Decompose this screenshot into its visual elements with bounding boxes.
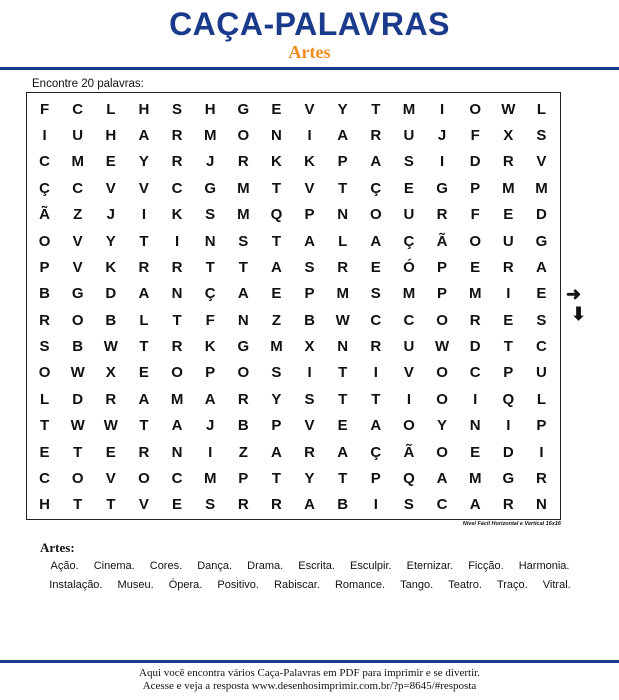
grid-cell: A: [138, 285, 150, 303]
grid-cell: R: [370, 338, 382, 356]
grid-cell: D: [536, 206, 547, 224]
grid-cell: I: [506, 417, 511, 435]
words-heading: Artes:: [40, 540, 75, 555]
grid-cell: E: [470, 258, 481, 276]
grid-cell: F: [39, 100, 50, 118]
grid-cell: R: [337, 258, 349, 276]
grid-cell: R: [237, 390, 249, 408]
grid-cell: V: [304, 417, 315, 435]
grid-cell: E: [337, 417, 348, 435]
grid-cell: T: [238, 258, 248, 276]
grid-cell: T: [338, 469, 348, 487]
grid-cell: Ç: [370, 443, 382, 461]
top-divider: [0, 67, 619, 70]
grid-cell: A: [138, 390, 150, 408]
grid-cell: O: [138, 469, 150, 487]
footer: [0, 667, 619, 693]
grid-cell: C: [536, 338, 547, 356]
grid-cell: O: [469, 100, 482, 118]
grid-cell: C: [436, 496, 448, 514]
grid-cell: O: [237, 364, 250, 382]
grid-cell: P: [304, 206, 315, 224]
bottom-divider: [0, 660, 619, 663]
grid-cell: O: [171, 364, 183, 382]
grid-cell: V: [304, 179, 315, 197]
grid-cell: Ç: [204, 285, 216, 303]
grid-cell: R: [171, 153, 183, 171]
grid-cell: S: [304, 390, 315, 408]
grid-cell: W: [70, 417, 85, 435]
grid-cell: B: [304, 311, 315, 329]
grid-cell: K: [304, 153, 315, 171]
grid-cell: I: [373, 364, 378, 382]
grid-cell: P: [437, 285, 448, 303]
grid-cell: K: [171, 206, 183, 224]
grid-cell: A: [337, 443, 349, 461]
grid-cell: C: [39, 469, 50, 487]
grid-cell: T: [39, 417, 50, 435]
grid-cell: B: [72, 338, 84, 356]
grid-cell: D: [469, 153, 481, 171]
grid-cell: X: [105, 364, 116, 382]
grid-cell: Y: [437, 417, 448, 435]
grid-cell: A: [304, 232, 315, 250]
grid-cell: R: [436, 206, 448, 224]
grid-cell: G: [436, 179, 448, 197]
instructions: Encontre 20 palavras:: [32, 78, 144, 90]
grid-cell: T: [73, 496, 83, 514]
grid-cell: W: [501, 100, 516, 118]
grid-cell: Z: [238, 443, 248, 461]
word-item: Romance.: [334, 579, 386, 591]
grid-cell: Ç: [403, 232, 415, 250]
grid-cell: R: [105, 390, 117, 408]
grid-cell: W: [335, 311, 350, 329]
grid-cell: C: [403, 311, 415, 329]
grid-cell: I: [439, 153, 445, 171]
page-subtitle: Artes: [288, 42, 331, 62]
arrow-right-icon: ➜: [566, 284, 582, 304]
grid-cell: A: [271, 258, 282, 276]
grid-cell: L: [139, 311, 149, 329]
grid-cell: Y: [105, 232, 116, 250]
grid-cell: M: [535, 179, 548, 197]
grid-cell: T: [271, 232, 282, 250]
arrow-down-icon: ⬇: [571, 304, 587, 324]
grid-cell: A: [271, 443, 282, 461]
grid-cell: I: [307, 364, 312, 382]
grid-cell: K: [105, 258, 117, 276]
grid-cell: B: [39, 285, 50, 303]
grid-cell: G: [237, 338, 250, 356]
grid-cell: P: [205, 364, 216, 382]
grid-cell: E: [271, 285, 282, 303]
grid-cell: C: [171, 179, 183, 197]
grid-cell: E: [470, 443, 481, 461]
grid-cell: H: [39, 496, 50, 514]
grid-cell: R: [536, 469, 547, 487]
grid-cell: A: [370, 417, 382, 435]
grid-cell: R: [171, 127, 183, 145]
grid-cell: M: [468, 285, 482, 303]
grid-cell: L: [536, 390, 547, 408]
grid-cell: M: [170, 390, 184, 408]
grid-cell: S: [370, 285, 381, 303]
grid-cell: H: [138, 100, 150, 118]
grid-cell: O: [436, 311, 448, 329]
word-item: Traço.: [496, 579, 528, 591]
grid-cell: C: [370, 311, 382, 329]
word-list: [30, 557, 590, 595]
grid-cell: M: [237, 206, 250, 224]
grid-cell: T: [139, 338, 149, 356]
grid-cell: L: [39, 390, 50, 408]
grid-cell: E: [172, 496, 183, 514]
grid-cell: I: [307, 127, 312, 145]
word-item: Ação.: [50, 560, 79, 572]
grid-cell: N: [337, 338, 349, 356]
grid-cell: O: [436, 364, 448, 382]
grid-cell: M: [237, 179, 250, 197]
grid-cell: E: [105, 443, 116, 461]
grid-cell: E: [105, 153, 116, 171]
grid-cell: T: [139, 417, 149, 435]
word-item: Museu.: [117, 579, 154, 591]
grid-cell: Y: [138, 153, 149, 171]
footer-line-2[interactable]: Acesse e veja a resposta www.desenhosimprimir.com.br/?p=8645/#resposta: [142, 680, 477, 692]
grid-cell: Ç: [370, 179, 382, 197]
letter-grid: [28, 96, 558, 518]
grid-cell: Z: [73, 206, 83, 224]
grid-cell: B: [105, 311, 117, 329]
grid-cell: S: [205, 496, 216, 514]
grid-cell: C: [469, 364, 481, 382]
grid-cell: D: [502, 443, 514, 461]
grid-cell: G: [502, 469, 515, 487]
word-item: Cores.: [149, 560, 183, 572]
grid-cell: S: [238, 232, 249, 250]
grid-cell: G: [237, 100, 250, 118]
grid-cell: R: [502, 496, 514, 514]
grid-cell: R: [237, 153, 249, 171]
grid-cell: V: [105, 179, 116, 197]
word-item: Escrita.: [298, 560, 335, 572]
grid-cell: J: [106, 206, 115, 224]
word-item: Ópera.: [168, 579, 203, 591]
grid-cell: P: [39, 258, 50, 276]
grid-cell: Q: [403, 469, 415, 487]
grid-cell: R: [138, 443, 150, 461]
grid-cell: R: [171, 258, 183, 276]
grid-cell: P: [503, 364, 514, 382]
grid-cell: M: [71, 153, 84, 171]
grid-cell: S: [403, 153, 414, 171]
grid-cell: S: [172, 100, 183, 118]
grid-cell: A: [337, 127, 349, 145]
grid-cell: T: [172, 311, 182, 329]
grid-cell: Ã: [403, 443, 415, 461]
grid-cell: R: [138, 258, 150, 276]
grid-cell: U: [403, 206, 415, 224]
grid-cell: L: [338, 232, 348, 250]
grid-cell: C: [72, 179, 84, 197]
level-note: Nível Fácil Horizontal e Vertical 16x16: [462, 521, 561, 527]
grid-cell: O: [436, 390, 448, 408]
grid-cell: T: [139, 232, 149, 250]
grid-cell: T: [106, 496, 116, 514]
grid-cell: S: [536, 127, 547, 145]
grid-cell: O: [38, 232, 51, 250]
grid-cell: I: [439, 100, 445, 118]
word-item: Vitral.: [542, 579, 571, 591]
grid-cell: E: [503, 311, 514, 329]
grid-cell: V: [105, 469, 116, 487]
grid-cell: V: [72, 232, 83, 250]
word-item: Drama.: [247, 560, 284, 572]
grid-cell: M: [203, 469, 217, 487]
grid-cell: O: [71, 311, 84, 329]
grid-cell: S: [536, 311, 547, 329]
word-item: Eternizar.: [406, 560, 454, 572]
grid-cell: T: [503, 338, 513, 356]
grid-cell: C: [72, 100, 84, 118]
grid-cell: R: [469, 311, 481, 329]
grid-cell: I: [539, 443, 544, 461]
grid-cell: S: [403, 496, 414, 514]
grid-cell: X: [304, 338, 315, 356]
grid-cell: T: [338, 390, 348, 408]
grid-cell: R: [171, 338, 183, 356]
grid-cell: H: [204, 100, 216, 118]
grid-cell: W: [103, 417, 118, 435]
grid-cell: P: [337, 153, 348, 171]
grid-cell: L: [106, 100, 116, 118]
grid-cell: T: [271, 469, 282, 487]
word-item: Cinema.: [93, 560, 135, 572]
grid-cell: T: [73, 443, 83, 461]
grid-cell: N: [237, 311, 249, 329]
grid-cell: R: [502, 153, 514, 171]
grid-cell: M: [270, 338, 283, 356]
grid-cell: X: [503, 127, 514, 145]
grid-cell: Y: [337, 100, 348, 118]
grid-cell: B: [337, 496, 349, 514]
grid-cell: T: [371, 390, 381, 408]
grid-cell: F: [470, 127, 480, 145]
grid-cell: P: [271, 417, 282, 435]
grid-cell: I: [141, 206, 147, 224]
grid-cell: D: [72, 390, 84, 408]
grid-cell: R: [304, 443, 315, 461]
grid-cell: O: [237, 127, 250, 145]
grid-cell: O: [436, 443, 448, 461]
grid-cell: I: [373, 496, 378, 514]
grid-cell: J: [206, 153, 215, 171]
grid-cell: Y: [304, 469, 315, 487]
grid-cell: M: [203, 127, 217, 145]
grid-cell: N: [536, 496, 547, 514]
grid-cell: J: [437, 127, 447, 145]
grid-cell: A: [469, 496, 481, 514]
grid-cell: C: [171, 469, 183, 487]
grid-cell: N: [204, 232, 216, 250]
grid-cell: C: [39, 153, 50, 171]
word-item: Rabiscar.: [274, 579, 320, 591]
word-item: Teatro.: [448, 579, 482, 591]
grid-cell: O: [71, 469, 84, 487]
grid-cell: O: [369, 206, 382, 224]
grid-cell: Ç: [39, 179, 50, 197]
footer-line-1: Aqui você encontra vários Caça-Palavras em PDF para imprimir e se divertir.: [139, 667, 480, 679]
grid-cell: A: [204, 390, 216, 408]
grid-cell: P: [536, 417, 547, 435]
grid-cell: V: [138, 179, 149, 197]
grid-cell: N: [171, 285, 183, 303]
grid-cell: A: [138, 127, 150, 145]
grid-cell: A: [370, 153, 382, 171]
word-item: Positivo.: [217, 579, 259, 591]
grid-cell: M: [402, 285, 416, 303]
grid-cell: V: [72, 258, 83, 276]
grid-cell: E: [536, 285, 547, 303]
grid-cell: R: [370, 127, 382, 145]
grid-cell: Ó: [403, 258, 415, 276]
grid-cell: E: [403, 179, 414, 197]
grid-cell: K: [271, 153, 282, 171]
grid-cell: I: [208, 443, 213, 461]
grid-cell: T: [338, 364, 348, 382]
grid-cell: M: [502, 179, 515, 197]
grid-cell: N: [337, 206, 349, 224]
grid-cell: U: [536, 364, 547, 382]
page-title: CAÇA-PALAVRAS: [169, 6, 450, 42]
grid-cell: W: [103, 338, 118, 356]
grid-cell: J: [206, 417, 215, 435]
grid-cell: U: [502, 232, 514, 250]
grid-cell: B: [237, 417, 249, 435]
grid-cell: Ã: [436, 232, 448, 250]
grid-cell: K: [204, 338, 216, 356]
grid-cell: F: [205, 311, 215, 329]
word-item: Tango.: [400, 579, 434, 591]
grid-cell: M: [402, 100, 416, 118]
grid-cell: R: [39, 311, 50, 329]
grid-cell: Z: [271, 311, 282, 329]
grid-cell: W: [434, 338, 450, 356]
grid-cell: A: [304, 496, 315, 514]
grid-cell: Q: [502, 390, 515, 408]
word-item: Harmonia.: [518, 560, 570, 572]
grid-cell: D: [469, 338, 481, 356]
grid-cell: N: [469, 417, 481, 435]
grid-cell: P: [470, 179, 481, 197]
word-item: Ficção.: [468, 560, 504, 572]
grid-cell: I: [506, 285, 511, 303]
grid-cell: P: [370, 469, 381, 487]
grid-cell: E: [271, 100, 282, 118]
word-item: Esculpir.: [350, 560, 392, 572]
grid-cell: P: [238, 469, 249, 487]
grid-cell: Y: [271, 390, 282, 408]
grid-cell: S: [271, 364, 282, 382]
grid-cell: T: [205, 258, 215, 276]
grid-cell: H: [105, 127, 117, 145]
grid-cell: A: [370, 232, 382, 250]
grid-cell: E: [39, 443, 50, 461]
grid-cell: O: [403, 417, 415, 435]
grid-cell: I: [42, 127, 47, 145]
grid-cell: D: [105, 285, 117, 303]
grid-cell: S: [304, 258, 315, 276]
grid-cell: V: [403, 364, 414, 382]
word-item: Dança.: [197, 560, 233, 572]
grid-cell: T: [271, 179, 282, 197]
grid-cell: I: [473, 390, 478, 408]
grid-cell: W: [70, 364, 85, 382]
grid-cell: Ã: [39, 206, 50, 224]
grid-cell: V: [536, 153, 547, 171]
grid-cell: E: [138, 364, 149, 382]
grid-cell: R: [271, 496, 282, 514]
grid-cell: N: [271, 127, 282, 145]
grid-cell: Q: [270, 206, 283, 224]
grid-cell: G: [71, 285, 84, 303]
grid-cell: G: [535, 232, 548, 250]
grid-cell: O: [469, 232, 482, 250]
grid-cell: F: [470, 206, 480, 224]
grid-cell: O: [38, 364, 51, 382]
grid-cell: M: [468, 469, 482, 487]
grid-cell: S: [205, 206, 216, 224]
grid-cell: U: [72, 127, 84, 145]
grid-cell: S: [39, 338, 50, 356]
grid-cell: V: [304, 100, 315, 118]
grid-cell: U: [403, 338, 415, 356]
grid-cell: V: [138, 496, 149, 514]
grid-cell: U: [403, 127, 415, 145]
grid-cell: I: [174, 232, 180, 250]
grid-cell: M: [336, 285, 349, 303]
grid-cell: P: [437, 258, 448, 276]
grid-cell: T: [338, 179, 348, 197]
grid-cell: A: [237, 285, 249, 303]
grid-cell: T: [371, 100, 381, 118]
grid-cell: N: [171, 443, 183, 461]
grid-cell: A: [436, 469, 448, 487]
grid-cell: G: [204, 179, 217, 197]
grid-cell: R: [502, 258, 514, 276]
grid-cell: E: [370, 258, 381, 276]
grid-cell: L: [536, 100, 547, 118]
word-item: Instalação.: [49, 579, 103, 591]
grid-cell: P: [304, 285, 315, 303]
grid-cell: A: [536, 258, 547, 276]
grid-cell: E: [503, 206, 514, 224]
grid-cell: I: [406, 390, 412, 408]
grid-cell: A: [171, 417, 183, 435]
grid-cell: R: [237, 496, 249, 514]
